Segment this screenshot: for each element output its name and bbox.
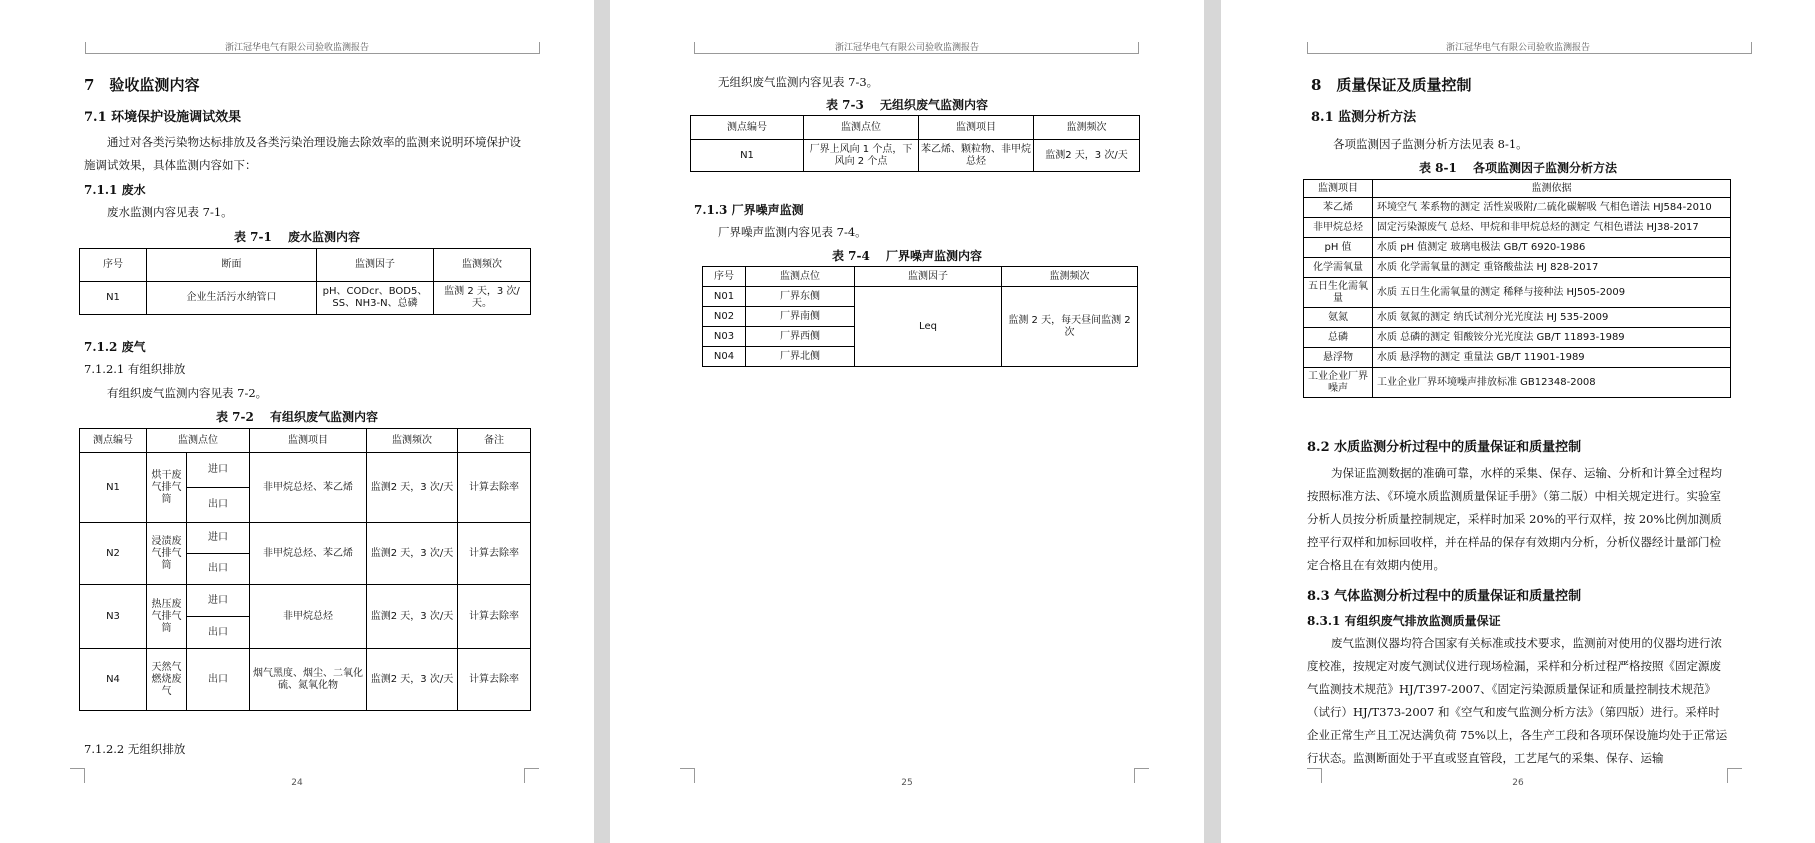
table-cell: 天然气燃烧废气	[147, 649, 187, 711]
table-cell: 进口	[187, 585, 250, 617]
table-cell: 厂界东侧	[746, 287, 855, 307]
organized-ref: 有组织废气监测内容见表 7-2。	[107, 386, 268, 400]
table-cell: Leq	[855, 287, 1002, 367]
table-cell: 工业企业厂界噪声	[1304, 368, 1373, 398]
table-8-1-caption: 表 8-1 各项监测因子监测分析方法	[1418, 161, 1618, 175]
table-cell: 出口	[187, 554, 250, 585]
header-rule	[694, 53, 1139, 54]
table-cell: 计算去除率	[458, 585, 531, 649]
table-cell: 工业企业厂界环境噪声排放标准 GB12348-2008	[1373, 368, 1731, 398]
table-cell: 水质 五日生化需氧量的测定 稀释与接种法 HJ505-2009	[1373, 278, 1731, 308]
table-header-cell: 序号	[703, 267, 746, 287]
table-cell: 水质 总磷的测定 钼酸铵分光光度法 GB/T 11893-1989	[1373, 328, 1731, 348]
table-cell: 非甲烷总烃、苯乙烯	[250, 453, 367, 523]
heading-8-3-1: 8.3.1 有组织废气排放监测质量保证	[1307, 614, 1501, 628]
noise-ref: 厂界噪声监测内容见表 7-4。	[718, 225, 867, 239]
page-number: 25	[901, 778, 913, 788]
intro-paragraph: 通过对各类污染物达标排放及各类污染治理设施去除效率的监测来说明环境保护设施调试效果，具体监测内容如下：	[84, 135, 521, 172]
table-cell: 环境空气 苯系物的测定 活性炭吸附/二硫化碳解吸 气相色谱法 HJ584-2010	[1373, 198, 1731, 218]
table-cell: 计算去除率	[458, 453, 531, 523]
unorganized-ref: 无组织废气监测内容见表 7-3。	[718, 75, 879, 89]
table-header-cell: 监测因子	[855, 267, 1002, 287]
table-cell: 水质 氨氮的测定 纳氏试剂分光光度法 HJ 535-2009	[1373, 308, 1731, 328]
table-cell: 苯乙烯	[1304, 198, 1373, 218]
page-number: 24	[291, 778, 303, 788]
table-header-cell: 监测项目	[919, 116, 1034, 140]
table-header-cell: 监测项目	[1304, 180, 1373, 198]
table-cell: 烘干废气排气筒	[147, 453, 187, 523]
table-cell: 非甲烷总烃、苯乙烯	[250, 523, 367, 585]
heading-7-1-1: 7.1.1 废水	[84, 183, 146, 197]
page-24	[0, 0, 594, 843]
table-cell: 出口	[187, 488, 250, 523]
table-cell: 非甲烷总烃	[1304, 218, 1373, 238]
table-cell: 水质 pH 值测定 玻璃电极法 GB/T 6920-1986	[1373, 238, 1731, 258]
heading-7-1-2-1: 7.1.2.1 有组织排放	[84, 362, 186, 376]
table-header-cell: 监测频次	[367, 429, 458, 453]
table-cell: 氨氮	[1304, 308, 1373, 328]
table-header-cell: 测点编号	[80, 429, 147, 453]
table-cell: 悬浮物	[1304, 348, 1373, 368]
table-cell: 化学需氧量	[1304, 258, 1373, 278]
table-cell: 监测 2 天，3 次/天。	[434, 282, 531, 315]
table-cell: 非甲烷总烃	[250, 585, 367, 649]
table-cell: 固定污染源废气 总烃、甲烷和非甲烷总烃的测定 气相色谱法 HJ38-2017	[1373, 218, 1731, 238]
table-cell: 进口	[187, 523, 250, 554]
table-cell: 企业生活污水纳管口	[147, 282, 317, 315]
table-cell: N1	[691, 140, 804, 172]
heading-7-1-2: 7.1.2 废气	[84, 340, 146, 354]
page-header: 浙江冠华电气有限公司验收监测报告	[1445, 43, 1590, 53]
table-header-cell: 监测频次	[1034, 116, 1140, 140]
table-cell: 出口	[187, 617, 250, 649]
heading-7-1-2-2: 7.1.2.2 无组织排放	[84, 742, 186, 756]
table-header-cell: 监测项目	[250, 429, 367, 453]
table-cell: 监测2 天，3 次/天	[367, 523, 458, 585]
table-cell: N2	[80, 523, 147, 585]
page-26	[1221, 0, 1815, 843]
table-cell: 烟气黑度、烟尘、二氧化硫、氮氧化物	[250, 649, 367, 711]
table-cell: 水质 化学需氧量的测定 重铬酸盐法 HJ 828-2017	[1373, 258, 1731, 278]
table-cell: 计算去除率	[458, 523, 531, 585]
table-cell: N04	[703, 347, 746, 367]
table-header-cell: 备注	[458, 429, 531, 453]
table-cell: 浸渍废气排气筒	[147, 523, 187, 585]
table-cell: 总磷	[1304, 328, 1373, 348]
table-header-cell: 断面	[147, 249, 317, 282]
table-header-cell: 监测点位	[746, 267, 855, 287]
table-header-cell: 监测频次	[1002, 267, 1138, 287]
table-cell: 监测2 天，3 次/天	[367, 453, 458, 523]
table-7-3	[690, 115, 1140, 172]
table-cell: 监测2 天，3 次/天	[367, 585, 458, 649]
table-7-4	[702, 266, 1138, 367]
table-cell: 监测 2 天，每天昼间监测 2 次	[1002, 287, 1138, 367]
heading-8-1: 8.1 监测分析方法	[1311, 110, 1417, 125]
table-cell: 热压废气排气筒	[147, 585, 187, 649]
page-number: 26	[1512, 778, 1524, 788]
header-rule	[1307, 53, 1752, 54]
table-cell: N4	[80, 649, 147, 711]
table-header-cell: 监测点位	[147, 429, 250, 453]
header-rule	[85, 53, 540, 54]
heading-8-2: 8.2 水质监测分析过程中的质量保证和质量控制	[1307, 440, 1582, 455]
page-header: 浙江冠华电气有限公司验收监测报告	[224, 43, 369, 53]
table-7-2	[79, 428, 531, 711]
table-cell: 厂界北侧	[746, 347, 855, 367]
table-7-2-caption: 表 7-2 有组织废气监测内容	[215, 410, 379, 424]
table-7-3-caption: 表 7-3 无组织废气监测内容	[825, 98, 989, 112]
table-7-1	[79, 248, 531, 315]
table-cell: 计算去除率	[458, 649, 531, 711]
table-header-cell: 监测因子	[317, 249, 434, 282]
table-cell: N03	[703, 327, 746, 347]
table-cell: N1	[80, 282, 147, 315]
heading-8: 8 质量保证及质量控制	[1311, 76, 1472, 94]
methods-ref: 各项监测因子监测分析方法见表 8-1。	[1333, 137, 1528, 151]
table-7-1-caption: 表 7-1 废水监测内容	[233, 230, 361, 244]
table-cell: 厂界南侧	[746, 307, 855, 327]
table-cell: 监测2 天，3 次/天	[367, 649, 458, 711]
table-cell: 出口	[187, 649, 250, 711]
table-cell: 苯乙烯、颗粒物、非甲烷总烃	[919, 140, 1034, 172]
page-header: 浙江冠华电气有限公司验收监测报告	[834, 43, 979, 53]
table-header-cell: 监测频次	[434, 249, 531, 282]
table-cell: 监测2 天，3 次/天	[1034, 140, 1140, 172]
table-header-cell: 监测依据	[1373, 180, 1731, 198]
heading-8-3: 8.3 气体监测分析过程中的质量保证和质量控制	[1307, 589, 1582, 604]
table-cell: N01	[703, 287, 746, 307]
table-header-cell: 监测点位	[804, 116, 919, 140]
table-cell: 五日生化需氧量	[1304, 278, 1373, 308]
table-8-1	[1303, 179, 1731, 398]
wastewater-ref: 废水监测内容见表 7-1。	[107, 205, 233, 219]
table-header-cell: 序号	[80, 249, 147, 282]
table-cell: 水质 悬浮物的测定 重量法 GB/T 11901-1989	[1373, 348, 1731, 368]
heading-7-1: 7.1 环境保护设施调试效果	[84, 110, 242, 125]
table-cell: N3	[80, 585, 147, 649]
table-7-4-caption: 表 7-4 厂界噪声监测内容	[831, 249, 983, 263]
table-cell: 厂界上风向 1 个点，下风向 2 个点	[804, 140, 919, 172]
table-cell: pH、CODcr、BOD5、SS、NH3-N、总磷	[317, 282, 434, 315]
table-header-cell: 测点编号	[691, 116, 804, 140]
table-cell: 厂界西侧	[746, 327, 855, 347]
table-cell: 进口	[187, 453, 250, 488]
table-cell: pH 值	[1304, 238, 1373, 258]
page-25	[610, 0, 1204, 843]
paragraph-8-3-1: 废气监测仪器均符合国家有关标准或技术要求，监测前对使用的仪器均进行浓度校准，按规定对废气测试仪进行现场检漏，采样和分析过程严格按照《固定源废气监测技术规范》HJ/T397-2007、《固定污染源质量保证和质量控制技术规范》（试行）HJ/T373-2007 和《空气和废气监测分析方法》（第四版）进行。采样时企业正常生产且工况达满负荷 75%以上，各生产工段和各项环保设施均处于正常运行状态。监测断面处于平直或竖直管段，工艺尾气的采集、保存、运输	[1307, 636, 1728, 765]
heading-7-1-3: 7.1.3 厂界噪声监测	[694, 203, 804, 217]
table-cell: N02	[703, 307, 746, 327]
heading-7: 7 验收监测内容	[84, 76, 200, 94]
paragraph-8-2: 为保证监测数据的准确可靠，水样的采集、保存、运输、分析和计算全过程均按照标准方法、《环境水质监测质量保证手册》（第二版）中相关规定进行。实验室分析人员按分析质量控制规定，采样时加采 20%的平行双样，按 20%比例加测质控平行双样和加标回收样，并在样品的保存有效期内分析，分析仪器经计量部门检定合格且在有效期内使用。	[1307, 466, 1722, 572]
table-cell: N1	[80, 453, 147, 523]
